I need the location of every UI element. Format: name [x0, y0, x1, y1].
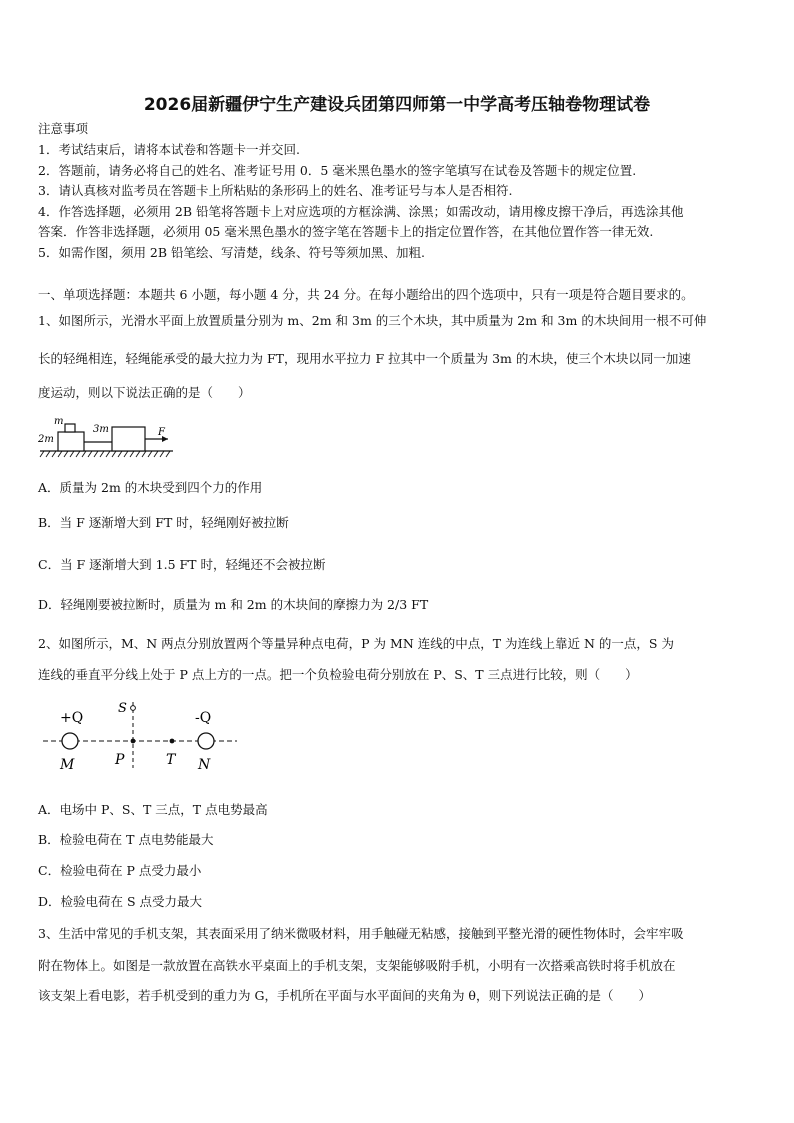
q1-option-d: D．轻绳刚要被拉断时，质量为 m 和 2m 的木块间的摩擦力为 2/3 FT: [38, 597, 429, 612]
q3-stem-line1: 3、生活中常见的手机支架，其表面采用了纳米微吸材料，用手触碰无粘感，接触到平整光滑的硬性物体时，会牢牢吸: [38, 926, 684, 941]
q2-option-c: C．检验电荷在 P 点受力最小: [38, 863, 202, 878]
q3-stem-line2: 附在物体上。如图是一款放置在高铁水平桌面上的手机支架，支架能够吸附手机，小明有一次搭乘高铁时将手机放在: [38, 958, 676, 973]
q2-option-b: B．检验电荷在 T 点电势能最大: [38, 832, 214, 847]
point-P: [131, 739, 136, 744]
q1-stem-line2: 长的轻绳相连，轻绳能承受的最大拉力为 FT，现用水平拉力 F 拉其中一个质量为 3m 的木块，使三个木块以同一加速: [38, 351, 691, 366]
label-3m: 3m: [93, 424, 109, 435]
q1-stem-line3: 度运动，则以下说法正确的是（ ）: [38, 385, 251, 400]
notice-item: 5．如需作图，须用 2B 铅笔绘、写清楚，线条、符号等须加黑、加粗.: [38, 245, 426, 260]
label-M: M: [60, 757, 75, 773]
q2-stem-line2: 连线的垂直平分线上处于 P 点上方的一点。把一个负检验电荷分别放在 P、S、T 三点进行比较，则（ ）: [38, 667, 638, 682]
block-3m: [112, 427, 145, 451]
notice-item: 4．作答选择题，必须用 2B 铅笔将答题卡上对应选项的方框涂满、涂黑；如需改动，请用橡皮擦干净后，再选涂其他: [38, 204, 684, 219]
block-2m: [58, 432, 84, 451]
label-T: T: [166, 752, 176, 768]
q2-charges-figure: [40, 696, 240, 774]
section-heading: 一、单项选择题：本题共 6 小题，每小题 4 分，共 24 分。在每小题给出的四个选项中，只有一项是符合题目要求的。: [38, 287, 694, 302]
q1-option-c: C．当 F 逐渐增大到 1.5 FT 时，轻绳还不会被拉断: [38, 557, 326, 572]
point-S: [131, 706, 136, 711]
q2-option-d: D．检验电荷在 S 点受力最大: [38, 894, 203, 909]
label-2m: 2m: [38, 434, 54, 445]
q2-option-a: A．电场中 P、S、T 三点，T 点电势最高: [38, 802, 268, 817]
ground-hatch: [40, 451, 170, 457]
q1-option-b: B．当 F 逐渐增大到 FT 时，轻绳刚好被拉断: [38, 515, 289, 530]
q1-blocks-figure: [38, 414, 178, 464]
q1-stem-line1: 1、如图所示，光滑水平面上放置质量分别为 m、2m 和 3m 的三个木块，其中质量为 2m 和 3m 的木块间用一根不可伸: [38, 313, 707, 328]
label-plus-Q: +Q: [60, 710, 84, 726]
notice-heading: 注意事项: [38, 121, 89, 136]
label-F: F: [158, 427, 165, 438]
label-N: N: [198, 757, 211, 773]
q1-option-a: A．质量为 2m 的木块受到四个力的作用: [38, 480, 263, 495]
q3-stem-line3: 该支架上看电影，若手机受到的重力为 G，手机所在平面与水平面间的夹角为 θ，则下列说法正确的是（ ）: [38, 988, 651, 1003]
block-m: [65, 424, 75, 432]
charge-M: [62, 733, 78, 749]
point-T: [170, 739, 175, 744]
label-minus-Q: -Q: [195, 710, 212, 726]
label-m: m: [54, 416, 64, 427]
exam-title: 2026届新疆伊宁生产建设兵团第四师第一中学高考压轴卷物理试卷: [143, 95, 651, 115]
q2-stem-line1: 2、如图所示，M、N 两点分别放置两个等量异种点电荷，P 为 MN 连线的中点，T 为连线上靠近 N 的一点，S 为: [38, 636, 674, 651]
notice-item: 答案．作答非选择题，必须用 05 毫米黑色墨水的签字笔在答题卡上的指定位置作答，在其他位置作答一律无效.: [38, 224, 654, 239]
notice-item: 1．考试结束后，请将本试卷和答题卡一并交回.: [38, 142, 300, 157]
label-S: S: [118, 701, 127, 716]
label-P: P: [115, 752, 125, 768]
notice-item: 2．答题前，请务必将自己的姓名、准考证号用 0．5 毫米黑色墨水的签字笔填写在试卷及答题卡的规定位置.: [38, 163, 637, 178]
notice-item: 3．请认真核对监考员在答题卡上所粘贴的条形码上的姓名、准考证号与本人是否相符.: [38, 183, 513, 198]
charge-N: [198, 733, 214, 749]
